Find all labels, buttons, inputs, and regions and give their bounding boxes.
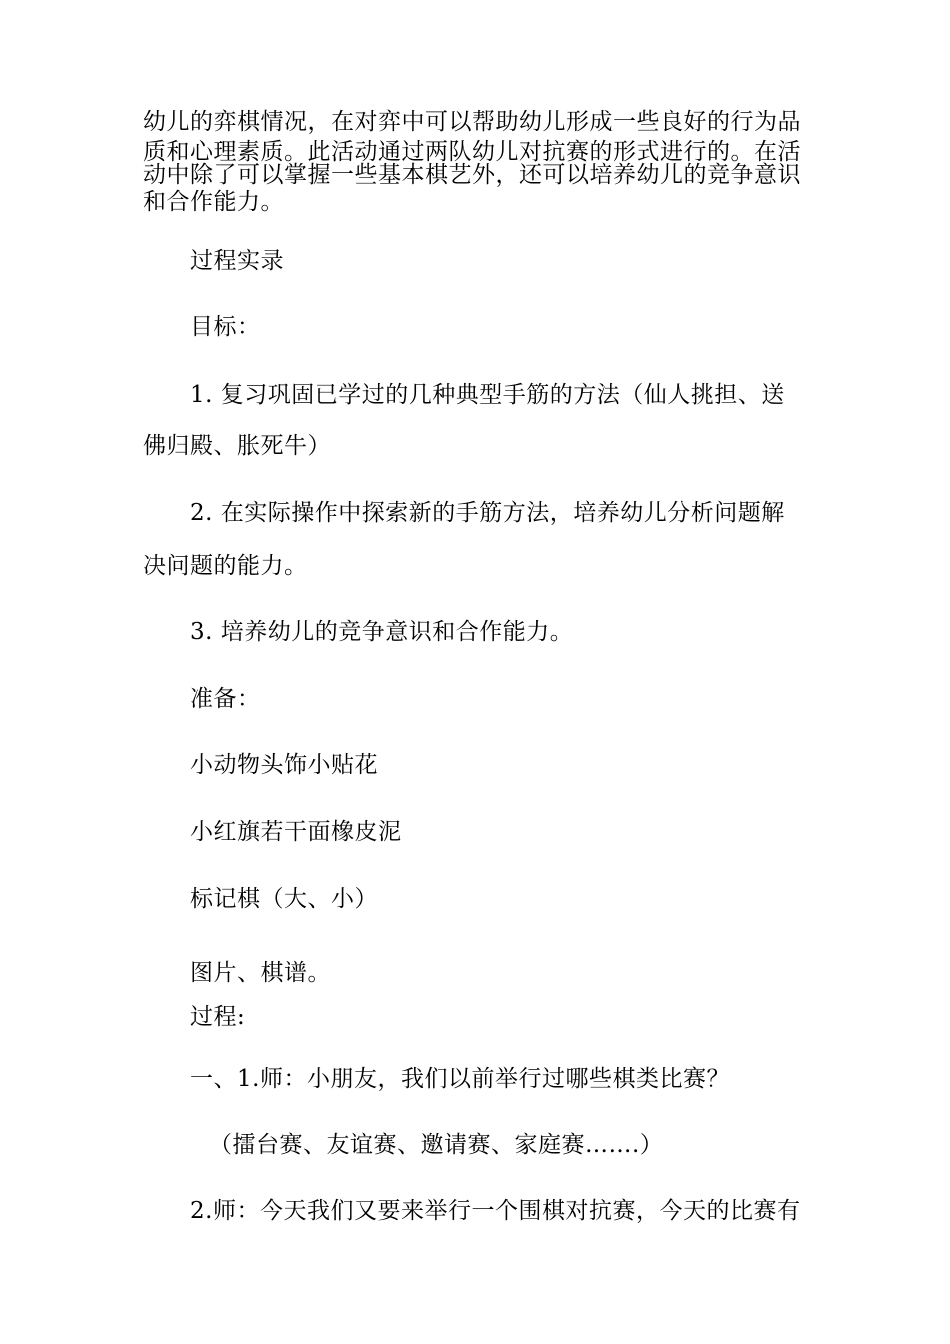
intro-line-3: 动中除了可以掌握一些基本棋艺外，还可以培养幼儿的竞争意识: [143, 162, 801, 188]
goal-item-3: 3. 培养幼儿的竞争意识和合作能力。: [190, 619, 574, 645]
intro-line-2: 质和心理素质。此活动通过两队幼儿对抗赛的形式进行的。在活: [143, 139, 801, 165]
prep-item-1: 小动物头饰小贴花: [190, 752, 378, 778]
prep-item-2: 小红旗若干面橡皮泥: [190, 819, 402, 845]
goal-item-2-line-1: 2. 在实际操作中探索新的手筋方法，培养幼儿分析问题解: [190, 500, 785, 526]
process-step-1-answer: （擂台赛、友谊赛、邀请赛、家庭赛…….）: [209, 1132, 664, 1158]
goal-item-1-line-1: 1. 复习巩固已学过的几种典型手筋的方法（仙人挑担、送: [190, 382, 785, 408]
record-title: 过程实录: [190, 248, 284, 274]
goals-heading: 目标：: [190, 314, 261, 340]
goal-item-1-line-2: 佛归殿、胀死牛）: [143, 433, 331, 459]
process-step-1: 一、1.师：小朋友，我们以前举行过哪些棋类比赛？: [190, 1066, 730, 1092]
prep-item-3: 标记棋（大、小）: [190, 886, 378, 912]
goal-item-2-line-2: 决问题的能力。: [143, 553, 308, 579]
process-heading: 过程:: [190, 1004, 246, 1030]
process-step-2: 2.师：今天我们又要来举行一个围棋对抗赛，今天的比赛有: [190, 1198, 801, 1224]
prep-item-4: 图片、棋谱。: [190, 960, 331, 986]
prep-heading: 准备：: [190, 686, 261, 712]
intro-line-1: 幼儿的弈棋情况，在对弈中可以帮助幼儿形成一些良好的行为品: [143, 109, 801, 135]
intro-line-4: 和合作能力。: [143, 189, 284, 215]
